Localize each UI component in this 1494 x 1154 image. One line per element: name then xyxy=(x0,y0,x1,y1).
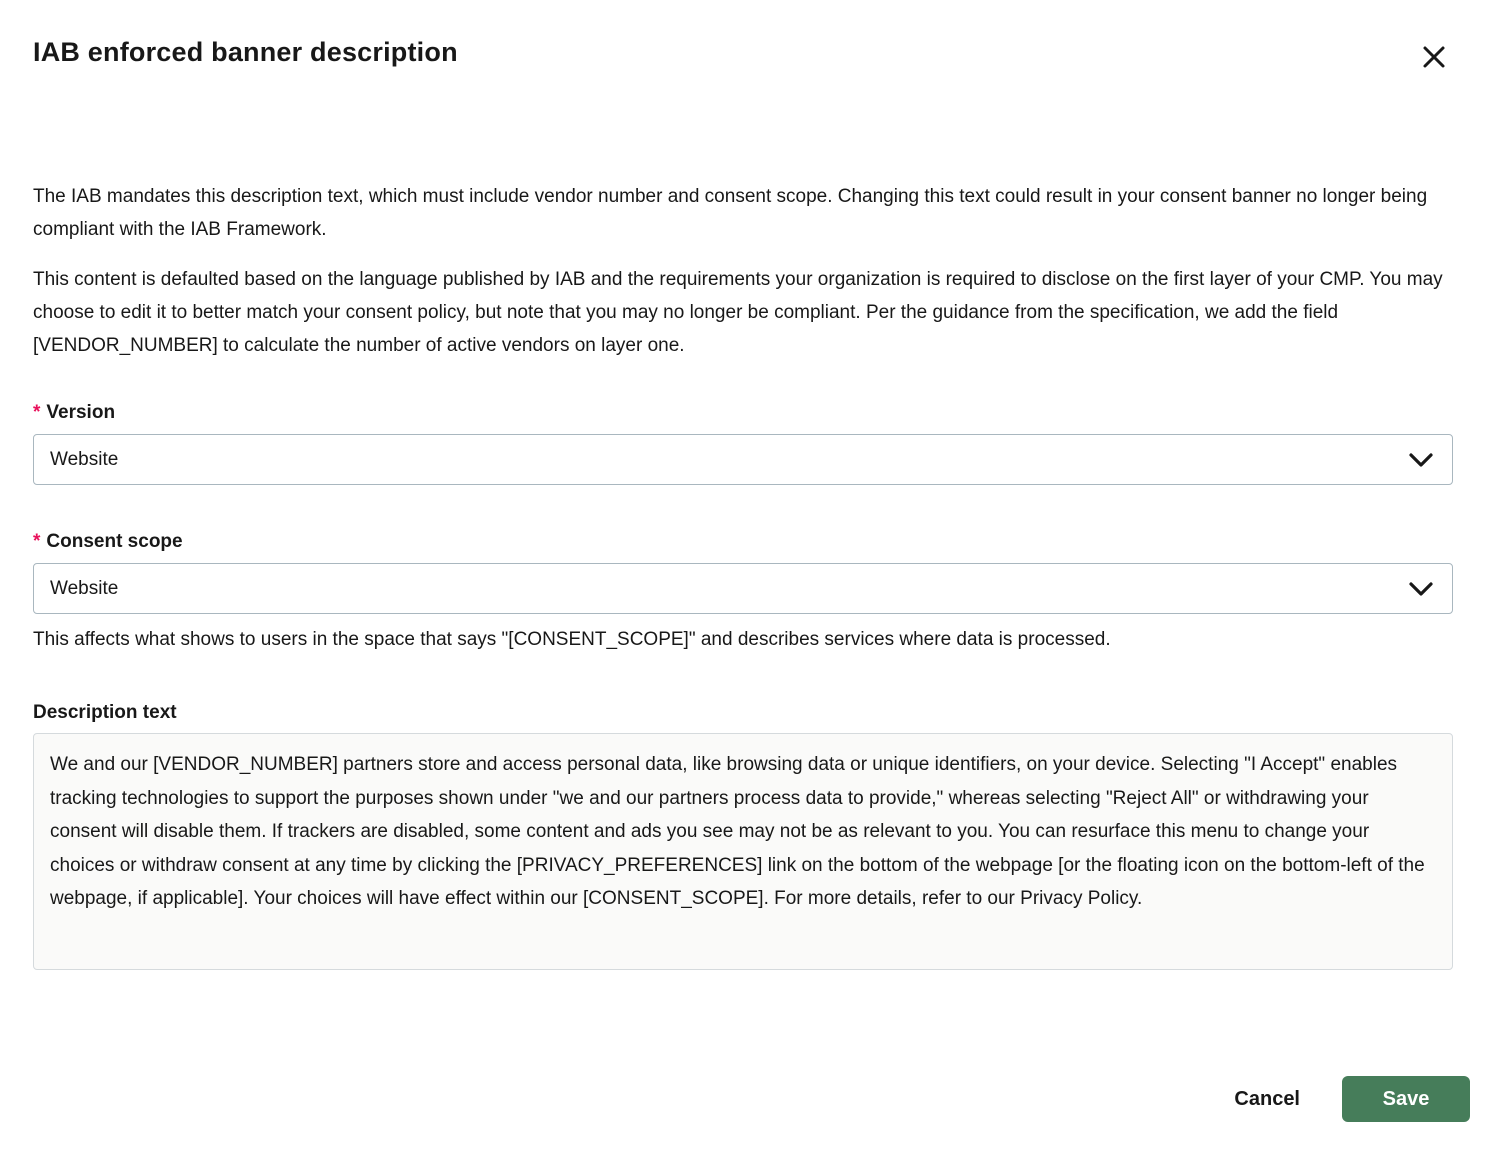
consent-scope-label-text: Consent scope xyxy=(46,531,183,552)
version-select-value: Website xyxy=(50,448,119,470)
chevron-down-icon xyxy=(1408,581,1434,597)
consent-scope-field xyxy=(33,527,1453,656)
required-asterisk: * xyxy=(33,402,41,423)
cancel-button[interactable]: Cancel xyxy=(1214,1078,1320,1121)
consent-scope-help-text: This affects what shows to users in the space that says "[CONSENT_SCOPE]" and describes services where data is processed. xyxy=(33,629,1111,650)
save-button[interactable]: Save xyxy=(1342,1076,1470,1122)
description-textarea[interactable] xyxy=(33,733,1453,970)
description-field xyxy=(33,698,1453,970)
intro-text xyxy=(33,180,1453,362)
consent-scope-select[interactable] xyxy=(33,563,1453,614)
version-field xyxy=(33,398,1453,485)
consent-scope-select-value: Website xyxy=(50,577,119,599)
close-icon xyxy=(1417,62,1451,77)
intro-paragraph-2: This content is defaulted based on the language published by IAB and the requirements your organization is required to disclose on the first layer of your CMP. You may choose to edit it to better match your consent policy, but note that you may no longer be compliant. Per the guidance from the specification, we add the field [VENDOR_NUMBER] to calculate the number of active vendors on layer one. xyxy=(33,269,1443,356)
version-select[interactable] xyxy=(33,434,1453,485)
version-label xyxy=(33,398,1453,427)
close-button[interactable] xyxy=(1415,38,1453,76)
version-label-text: Version xyxy=(46,402,116,423)
chevron-down-icon xyxy=(1408,452,1434,468)
required-asterisk: * xyxy=(33,531,41,552)
intro-paragraph-1: The IAB mandates this description text, which must include vendor number and consent scope. Changing this text could result in your consent banner no longer being compliant with the IAB Framework. xyxy=(33,186,1428,240)
description-label: Description text xyxy=(33,702,177,723)
modal-header xyxy=(33,36,1453,76)
consent-scope-label xyxy=(33,527,1453,556)
modal-title: IAB enforced banner description xyxy=(33,37,458,67)
modal-footer xyxy=(1214,1076,1470,1122)
